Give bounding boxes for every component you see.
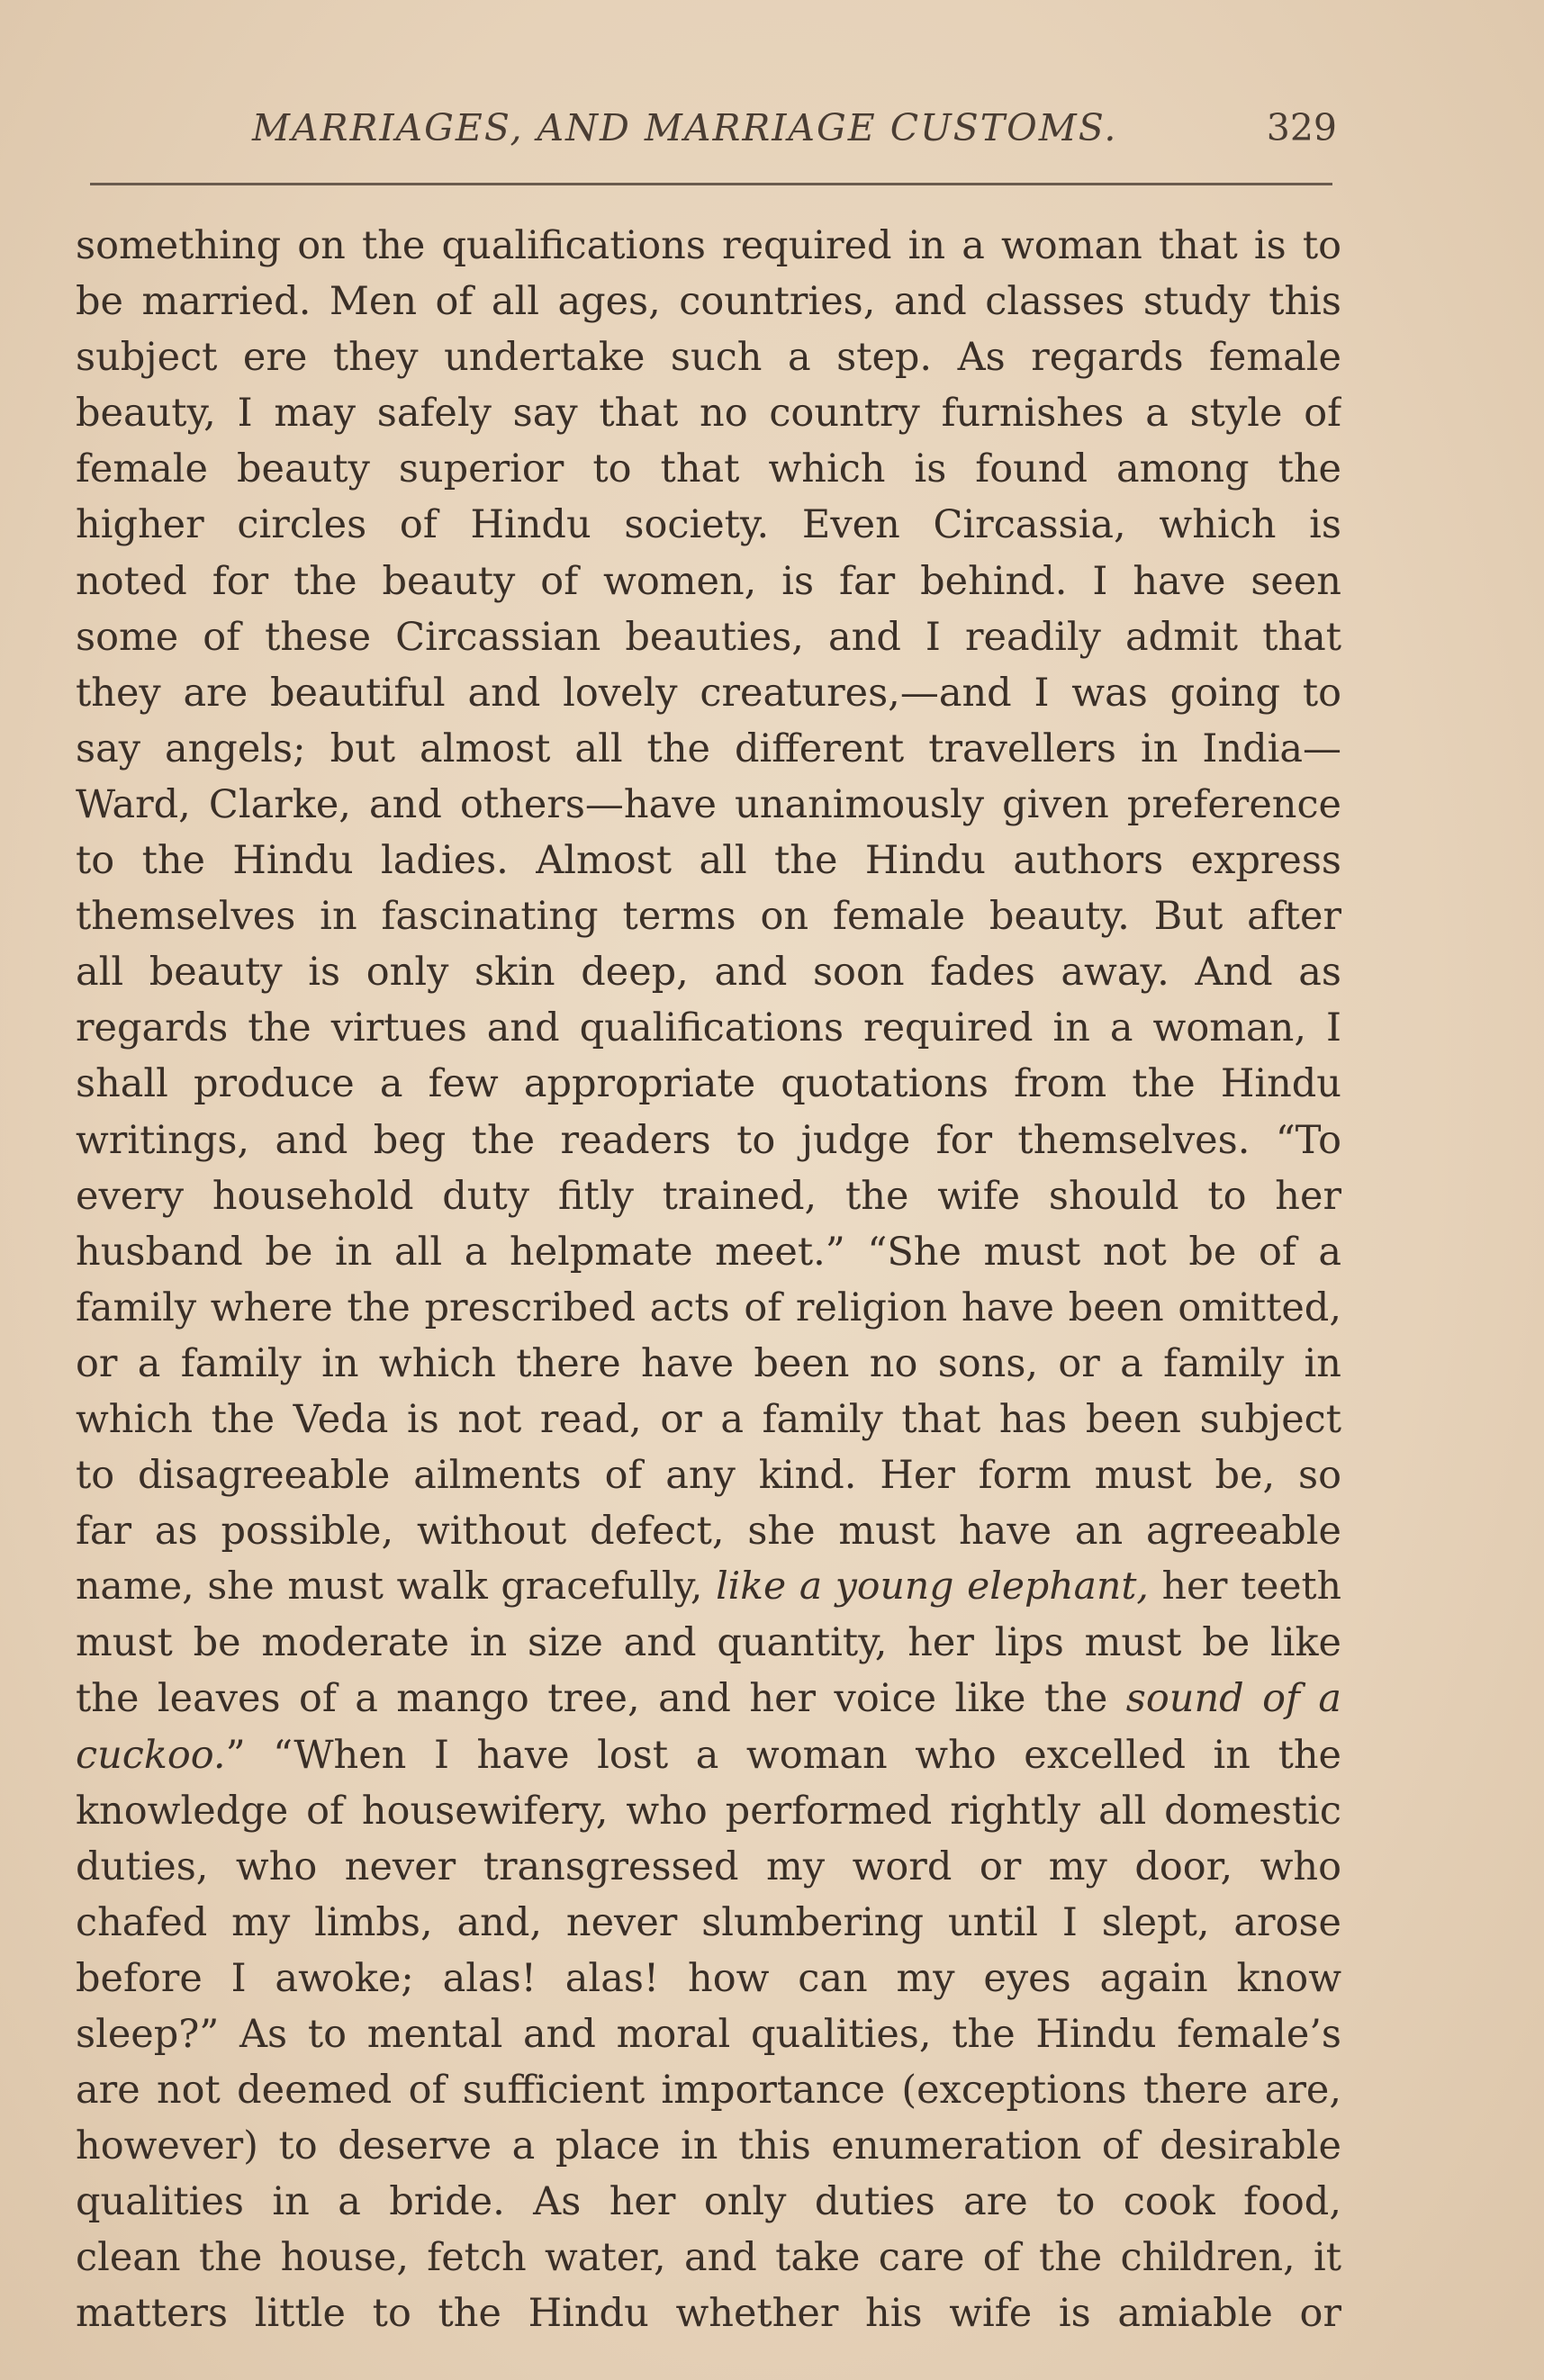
text-line: they are beautiful and lovely creatures,—and I was going to [76, 670, 1341, 716]
text-line: some of these Circassian beauties, and I readily admit that [76, 614, 1341, 660]
text-line: to the Hindu ladies. Almost all the Hindu authors express [76, 838, 1341, 884]
text-segment: the leaves of a mango tree, and her voice like the [76, 1676, 1126, 1722]
text-line: before I awoke; alas! alas! how can my eyes again know [76, 1955, 1341, 2001]
page-number: 329 [1266, 106, 1337, 149]
text-line: writings, and beg the readers to judge for themselves. “To [76, 1117, 1341, 1163]
text-line: however) to deserve a place in this enumeration of desirable [76, 2123, 1341, 2169]
text-line: family where the prescribed acts of religion have been omitted, [76, 1285, 1341, 1330]
text-line: beauty, I may safely say that no country furnishes a style of [76, 391, 1341, 437]
text-line: be married. Men of all ages, countries, and classes study this [76, 279, 1341, 325]
text-line [76, 1559, 1341, 1615]
italic-segment: sound of a [1125, 1676, 1341, 1722]
body-text [76, 218, 1341, 2342]
italic-segment: cuckoo. [76, 1732, 226, 1778]
text-line: are not deemed of sufficient importance (exceptions there are, [76, 2068, 1341, 2114]
text-line: say angels; but almost all the different travellers in India— [76, 726, 1341, 771]
text-line [76, 1727, 1341, 1783]
italic-segment: like a young elephant, [716, 1564, 1149, 1609]
text-line: must be moderate in size and quantity, her lips must be like [76, 1620, 1341, 1666]
text-segment: ” “When I have lost a woman who excelled in the [225, 1732, 1341, 1778]
text-line: husband be in all a helpmate meet.” “She must not be of a [76, 1229, 1341, 1275]
text-line: sleep?” As to mental and moral qualities, the Hindu female’s [76, 2012, 1341, 2057]
text-line: themselves in fascinating terms on female beauty. But after [76, 894, 1341, 940]
text-line: regards the virtues and qualifications required in a woman, I [76, 1005, 1341, 1051]
running-head [252, 106, 1337, 169]
text-line: higher circles of Hindu society. Even Circassia, which is [76, 502, 1341, 548]
text-line: shall produce a few appropriate quotations from the Hindu [76, 1061, 1341, 1107]
text-segment: her teeth [1148, 1564, 1341, 1609]
text-line: clean the house, fetch water, and take care of the children, it [76, 2235, 1341, 2281]
text-line: far as possible, without defect, she must have an agreeable [76, 1509, 1341, 1555]
text-line: knowledge of housewifery, who performed rightly all domestic [76, 1788, 1341, 1834]
text-line: matters little to the Hindu whether his wife is amiable or [76, 2291, 1341, 2337]
text-line: qualities in a bride. As her only duties are to cook food, [76, 2179, 1341, 2225]
text-line: Ward, Clarke, and others—have unanimously given preference [76, 781, 1341, 827]
text-line: duties, who never transgressed my word or my door, who [76, 1844, 1341, 1889]
text-line: or a family in which there have been no sons, or a family in [76, 1340, 1341, 1386]
text-segment: name, she must walk gracefully, [76, 1564, 717, 1609]
header-rule [90, 183, 1332, 185]
running-title: MARRIAGES, AND MARRIAGE CUSTOMS. [252, 106, 1118, 149]
text-line: to disagreeable ailments of any kind. Her form must be, so [76, 1453, 1341, 1499]
text-line: something on the qualifications required in a woman that is to [76, 223, 1341, 268]
text-line: every household duty fitly trained, the wife should to her [76, 1173, 1341, 1219]
text-line: chafed my limbs, and, never slumbering until I slept, arose [76, 1899, 1341, 1945]
text-line: all beauty is only skin deep, and soon fades away. And as [76, 950, 1341, 996]
text-line: subject ere they undertake such a step. As regards female [76, 335, 1341, 381]
text-line: which the Veda is not read, or a family that has been subject [76, 1396, 1341, 1442]
text-line [76, 1671, 1341, 1726]
text-line: female beauty superior to that which is found among the [76, 446, 1341, 492]
text-line: noted for the beauty of women, is far behind. I have seen [76, 558, 1341, 604]
